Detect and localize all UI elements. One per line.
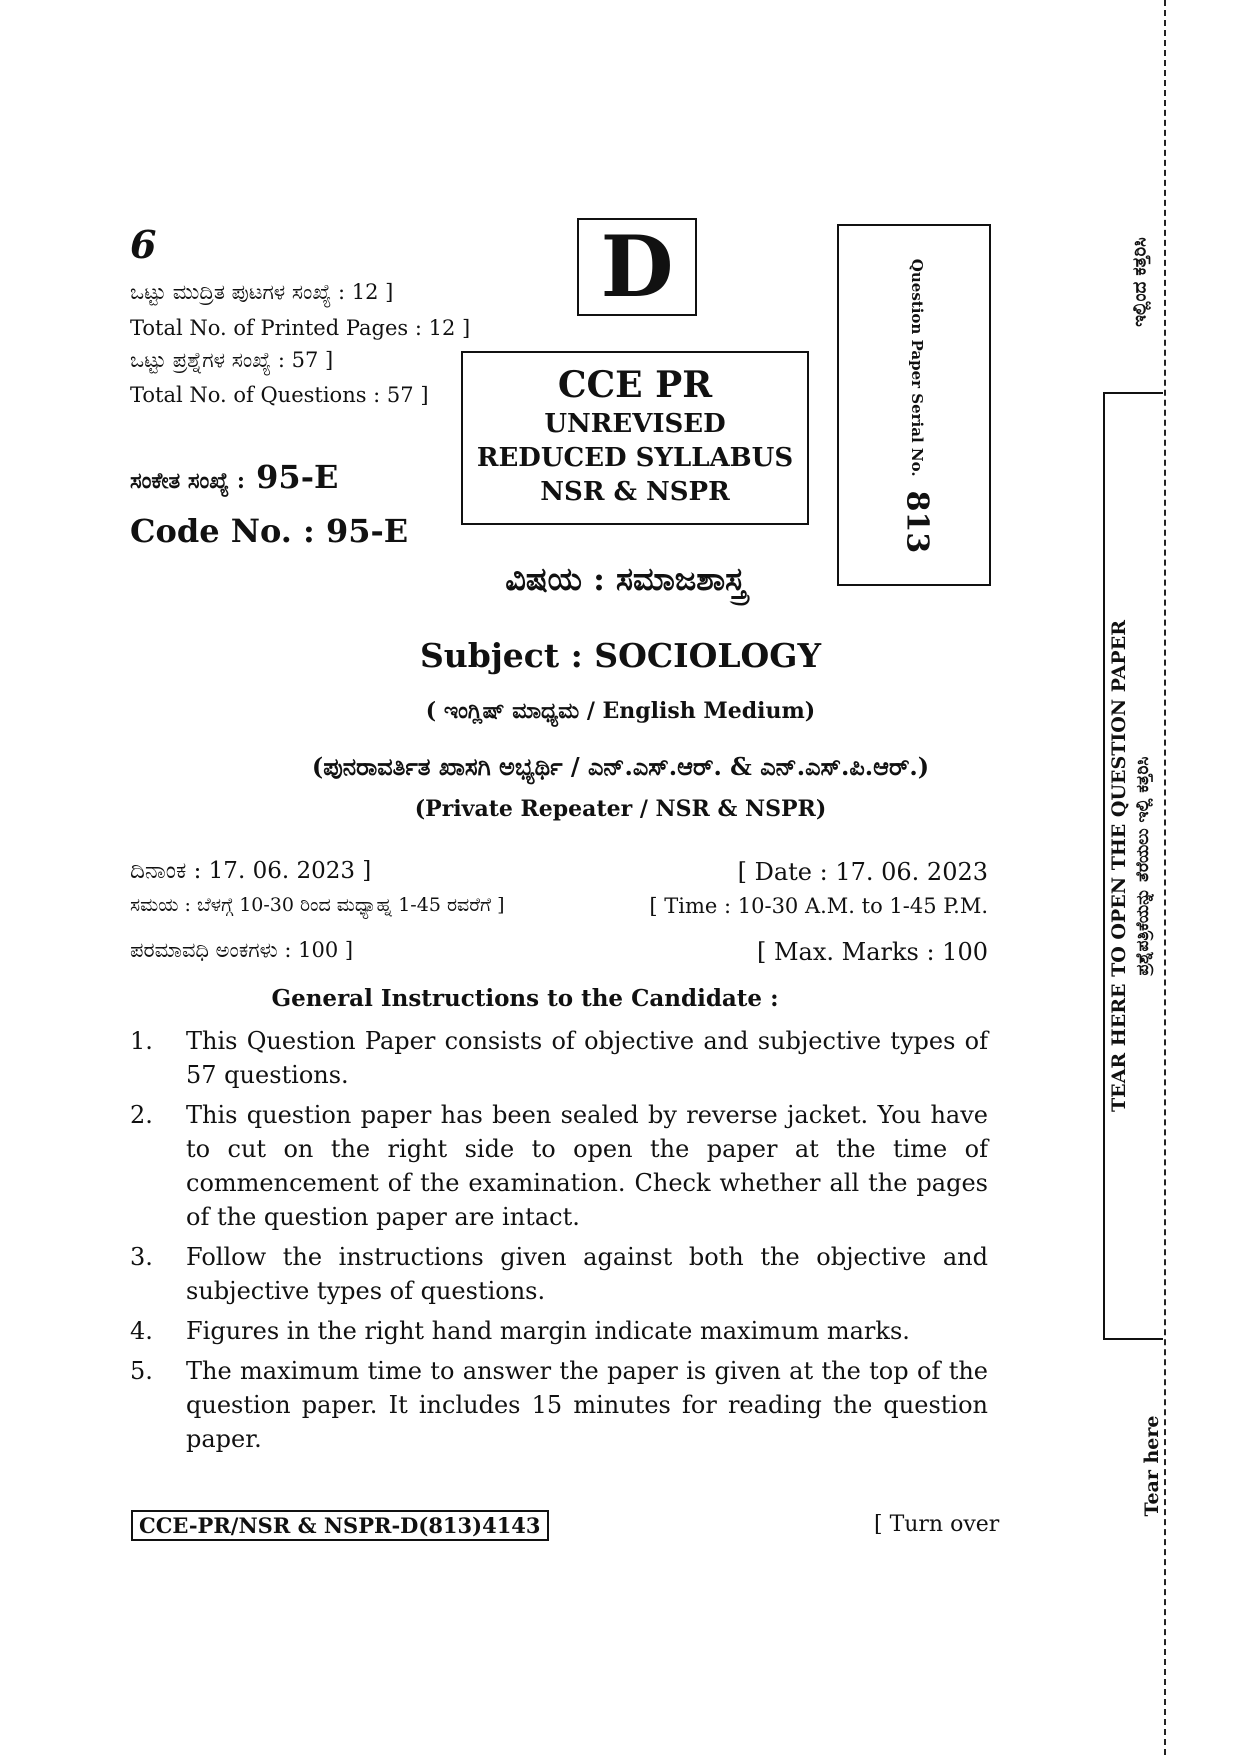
pages-count-en: Total No. of Printed Pages : 12 ] — [130, 316, 471, 340]
serial-number-text — [900, 259, 935, 553]
code-kn-label: ಸಂಕೇತ ಸಂಖ್ಯೆ : — [130, 468, 246, 494]
version-letter-box: D — [577, 218, 697, 316]
tear-here-label: Tear here — [1141, 1415, 1163, 1517]
footer-code: CCE-PR/NSR & NSPR-D(813)4143 — [131, 1510, 549, 1541]
subject-kn: ವಿಷಯ : ಸಮಾಜಶಾಸ್ತ್ರ — [505, 560, 746, 598]
exam-type-line: REDUCED SYLLABUS — [476, 443, 794, 473]
serial-number-box — [837, 224, 991, 586]
turn-over-text: [ Turn over — [874, 1512, 1000, 1537]
item-number: 4. — [130, 1317, 153, 1345]
list-item — [130, 1314, 988, 1348]
exam-type-box — [461, 351, 809, 525]
cut-here-kn: ಇಲ್ಲಿಂದ ಕತ್ತರಿಸಿ — [1129, 237, 1151, 327]
code-kn-value: 95-E — [256, 458, 339, 496]
item-text: Figures in the right hand margin indicate maximum marks. — [186, 1317, 910, 1345]
marks-row — [130, 938, 988, 966]
item-text: This Question Paper consists of objective and subjective types of 57 questions. — [186, 1027, 988, 1089]
exam-type-line: UNREVISED — [544, 409, 726, 439]
list-item — [130, 1354, 988, 1456]
date-kn: ದಿನಾಂಕ : 17. 06. 2023 ] — [130, 858, 372, 884]
item-number: 1. — [130, 1027, 153, 1055]
instructions-list — [130, 1024, 988, 1462]
exam-type-line: NSR & NSPR — [540, 477, 730, 507]
list-item — [130, 1098, 988, 1234]
item-text: Follow the instructions given against both the objective and subjective types of questions. — [186, 1243, 988, 1305]
item-number: 3. — [130, 1243, 153, 1271]
pages-count-kn: ಒಟ್ಟು ಮುದ್ರಿತ ಪುಟಗಳ ಸಂಖ್ಯೆ : 12 ] — [130, 280, 394, 304]
date-en: [ Date : 17. 06. 2023 — [737, 858, 988, 886]
time-en: [ Time : 10-30 A.M. to 1-45 P.M. — [649, 894, 988, 918]
code-number-kn — [130, 458, 338, 496]
candidate-type-kn: (ಪುನರಾವರ್ತಿತ ಖಾಸಗಿ ಅಭ್ಯರ್ಥಿ / ಎನ್.ಎಸ್.ಆರ್. & ಎನ್.ಎಸ್.ಪಿ.ಆರ್.) — [311, 752, 930, 781]
instructions-title: General Instructions to the Candidate : — [271, 985, 779, 1012]
list-item — [130, 1024, 988, 1092]
item-text: The maximum time to answer the paper is given at the top of the question paper. It includes 15 minutes for reading the question paper. — [186, 1357, 988, 1453]
time-row — [130, 894, 988, 918]
item-number: 5. — [130, 1357, 153, 1385]
list-item — [130, 1240, 988, 1308]
exam-type-title: CCE PR — [557, 364, 713, 406]
tear-dashed-line — [1164, 0, 1166, 1755]
marks-kn: ಪರಮಾವಧಿ ಅಂಕಗಳು : 100 ] — [130, 938, 354, 962]
code-number-en: Code No. : 95-E — [130, 512, 409, 550]
tear-instruction-en: TEAR HERE TO OPEN THE QUESTION PAPER — [1108, 620, 1130, 1112]
time-kn: ಸಮಯ : ಬೆಳಗ್ಗೆ 10-30 ರಿಂದ ಮಧ್ಯಾಹ್ನ 1-45 ರವರೆಗೆ ] — [130, 894, 505, 916]
page-number: 6 — [130, 222, 157, 267]
item-number: 2. — [130, 1101, 153, 1129]
marks-en: [ Max. Marks : 100 — [756, 938, 988, 966]
serial-number: 813 — [899, 490, 935, 554]
candidate-type-en: (Private Repeater / NSR & NSPR) — [414, 796, 827, 822]
medium-text: ( ಇಂಗ್ಲಿಷ್ ಮಾಧ್ಯಮ / English Medium) — [425, 698, 816, 724]
tear-instruction-kn: ಪ್ರಶ್ನೆಪತ್ರಿಕೆಯನ್ನು ತೆರೆಯಲು ಇಲ್ಲಿ ಕತ್ತರಿಸಿ — [1133, 756, 1153, 976]
item-text: This question paper has been sealed by reverse jacket. You have to cut on the right side to open the paper at the time of commencement of the examination. Check whether all the pages of the question paper are intact. — [186, 1101, 988, 1231]
questions-count-kn: ಒಟ್ಟು ಪ್ರಶ್ನೆಗಳ ಸಂಖ್ಯೆ : 57 ] — [130, 348, 334, 372]
questions-count-en: Total No. of Questions : 57 ] — [130, 383, 429, 407]
subject-title: Subject : SOCIOLOGY — [419, 636, 822, 675]
date-row — [130, 858, 988, 886]
serial-label: Question Paper Serial No. — [908, 258, 926, 477]
